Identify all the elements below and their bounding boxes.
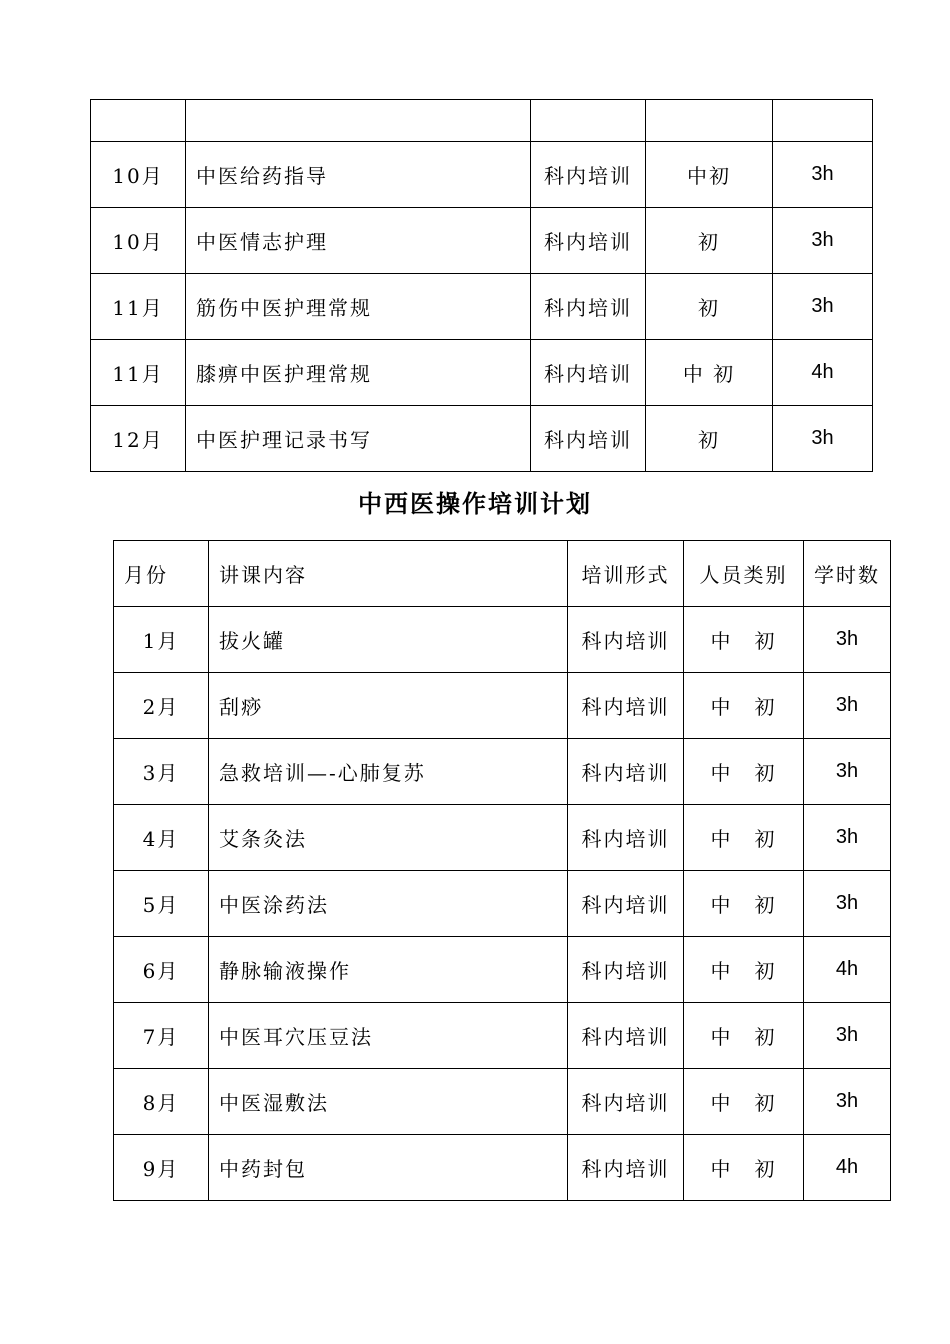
table-row xyxy=(114,937,891,1003)
cell-level: 中初 xyxy=(646,142,773,208)
cell-level: 中 初 xyxy=(684,871,804,937)
header-form: 培训形式 xyxy=(568,541,684,607)
cell-hours: 3h xyxy=(804,739,891,805)
cell-hours: 3h xyxy=(804,673,891,739)
cell-level: 中 初 xyxy=(684,607,804,673)
cell-hours: 3h xyxy=(773,208,873,274)
cell-form: 科内培训 xyxy=(568,607,684,673)
cell-form: 科内培训 xyxy=(531,142,646,208)
cell-month: 10月 xyxy=(91,142,186,208)
table-row xyxy=(91,100,873,142)
cell-content: 中医涂药法 xyxy=(209,871,568,937)
cell-content: 中医护理记录书写 xyxy=(186,406,531,472)
cell-hours: 3h xyxy=(773,142,873,208)
cell-content: 中医耳穴压豆法 xyxy=(209,1003,568,1069)
cell-content: 筋伤中医护理常规 xyxy=(186,274,531,340)
training-table-body xyxy=(91,100,873,472)
cell-hours: 4h xyxy=(773,340,873,406)
training-table-continued xyxy=(90,99,873,472)
cell-hours: 3h xyxy=(804,1003,891,1069)
cell-month: 5月 xyxy=(114,871,209,937)
header-row xyxy=(114,541,891,607)
header-month: 月份 xyxy=(114,541,209,607)
table-row xyxy=(114,1003,891,1069)
operation-table-body xyxy=(114,607,891,1201)
cell-level: 中 初 xyxy=(684,805,804,871)
cell-month: 4月 xyxy=(114,805,209,871)
table-row xyxy=(91,208,873,274)
operation-training-table xyxy=(113,540,891,1201)
table-row xyxy=(91,142,873,208)
cell-form: 科内培训 xyxy=(531,406,646,472)
cell-month: 11月 xyxy=(91,340,186,406)
cell-form: 科内培训 xyxy=(568,1003,684,1069)
cell-content: 拔火罐 xyxy=(209,607,568,673)
cell-form: 科内培训 xyxy=(568,739,684,805)
cell-hours: 3h xyxy=(804,607,891,673)
cell-form: 科内培训 xyxy=(531,208,646,274)
cell-form: 科内培训 xyxy=(568,1135,684,1201)
cell-month: 2月 xyxy=(114,673,209,739)
cell-content: 中药封包 xyxy=(209,1135,568,1201)
cell-content: 膝痹中医护理常规 xyxy=(186,340,531,406)
cell-level: 中 初 xyxy=(684,1135,804,1201)
cell-level: 中 初 xyxy=(684,673,804,739)
cell-form: 科内培训 xyxy=(531,340,646,406)
cell-level: 初 xyxy=(646,208,773,274)
cell-hours: 3h xyxy=(804,1069,891,1135)
cell-month: 7月 xyxy=(114,1003,209,1069)
table-row xyxy=(91,340,873,406)
cell-form xyxy=(531,100,646,142)
cell-level: 中 初 xyxy=(684,1069,804,1135)
cell-hours: 3h xyxy=(773,406,873,472)
cell-month: 11月 xyxy=(91,274,186,340)
cell-content: 中医给药指导 xyxy=(186,142,531,208)
cell-content: 中医情志护理 xyxy=(186,208,531,274)
cell-month: 12月 xyxy=(91,406,186,472)
cell-content: 静脉输液操作 xyxy=(209,937,568,1003)
cell-form: 科内培训 xyxy=(568,673,684,739)
section-title: 中西医操作培训计划 xyxy=(358,490,592,518)
cell-hours: 3h xyxy=(773,274,873,340)
cell-form: 科内培训 xyxy=(568,871,684,937)
cell-hours: 3h xyxy=(804,805,891,871)
cell-form: 科内培训 xyxy=(568,937,684,1003)
header-level: 人员类别 xyxy=(684,541,804,607)
cell-form: 科内培训 xyxy=(531,274,646,340)
table-row xyxy=(114,607,891,673)
cell-level: 中 初 xyxy=(646,340,773,406)
cell-hours: 3h xyxy=(804,871,891,937)
cell-month: 10月 xyxy=(91,208,186,274)
cell-content xyxy=(186,100,531,142)
cell-level: 初 xyxy=(646,406,773,472)
table-row xyxy=(114,1135,891,1201)
cell-month: 3月 xyxy=(114,739,209,805)
cell-hours: 4h xyxy=(804,937,891,1003)
header-content: 讲课内容 xyxy=(209,541,568,607)
table-header xyxy=(114,541,891,607)
cell-month: 9月 xyxy=(114,1135,209,1201)
cell-hours: 4h xyxy=(804,1135,891,1201)
table-row xyxy=(91,274,873,340)
table-row xyxy=(114,871,891,937)
cell-month: 8月 xyxy=(114,1069,209,1135)
cell-content: 艾条灸法 xyxy=(209,805,568,871)
cell-month: 1月 xyxy=(114,607,209,673)
table-row xyxy=(114,673,891,739)
cell-content: 刮痧 xyxy=(209,673,568,739)
cell-form: 科内培训 xyxy=(568,805,684,871)
table-row xyxy=(91,406,873,472)
cell-month: 6月 xyxy=(114,937,209,1003)
cell-level: 初 xyxy=(646,274,773,340)
cell-form: 科内培训 xyxy=(568,1069,684,1135)
cell-level: 中 初 xyxy=(684,937,804,1003)
cell-level: 中 初 xyxy=(684,739,804,805)
cell-month xyxy=(91,100,186,142)
table-row xyxy=(114,1069,891,1135)
cell-content: 中医湿敷法 xyxy=(209,1069,568,1135)
header-hours: 学时数 xyxy=(804,541,891,607)
cell-content: 急救培训—-心肺复苏 xyxy=(209,739,568,805)
table-row xyxy=(114,739,891,805)
table-row xyxy=(114,805,891,871)
cell-level: 中 初 xyxy=(684,1003,804,1069)
cell-hours xyxy=(773,100,873,142)
cell-level xyxy=(646,100,773,142)
